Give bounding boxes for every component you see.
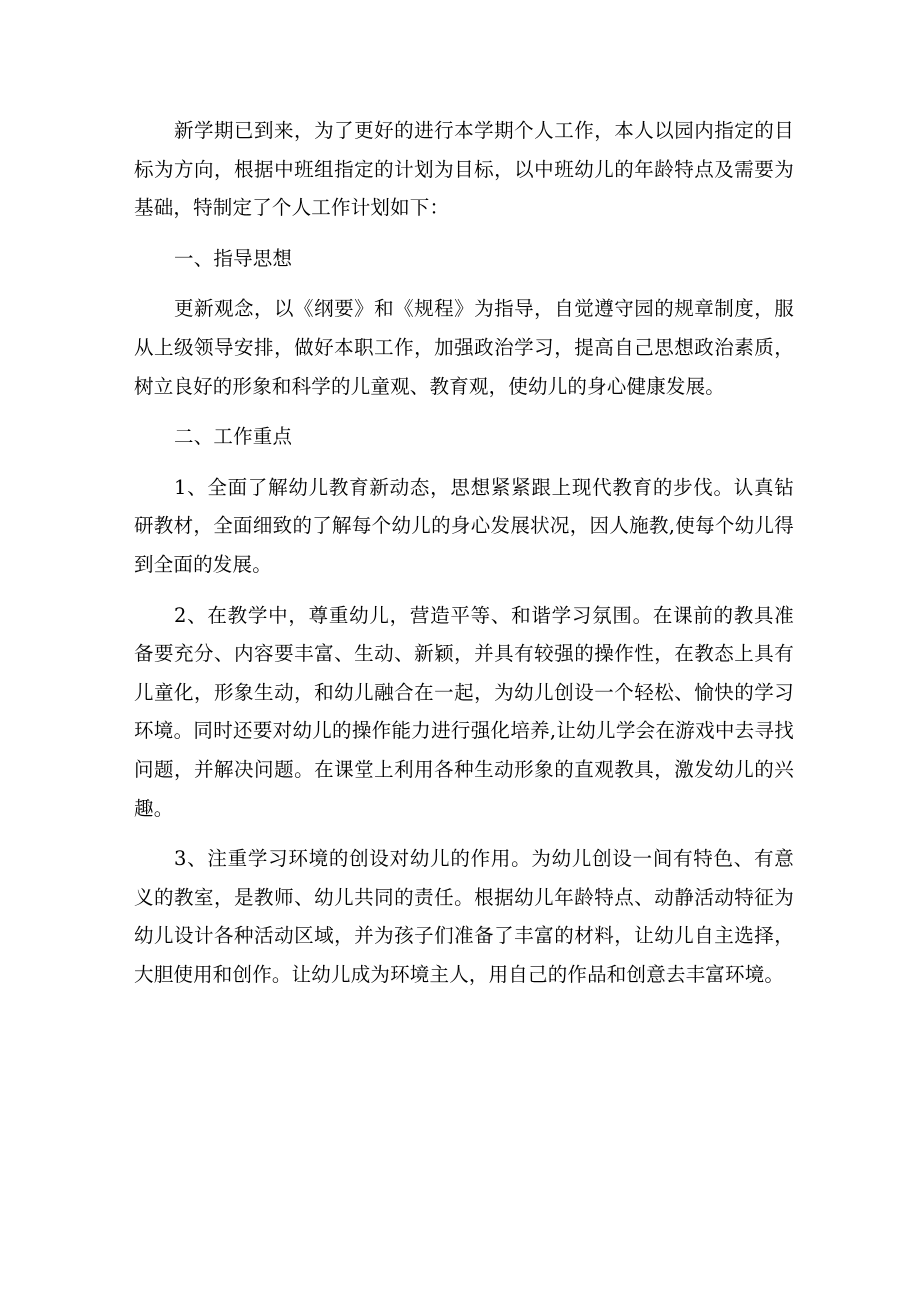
document-body [134,112,794,1006]
work-focus-item-3: 3、注重学习环境的创设对幼儿的作用。为幼儿创设一间有特色、有意义的教室，是教师、幼儿共同的责任。根据幼儿年龄特点、动静活动特征为幼儿设计各种活动区域，并为孩子们准备了丰富的材料，让幼儿自主选择，大胆使用和创作。让幼儿成为环境主人，用自己的作品和创意去丰富环境。 [134,847,794,986]
intro-paragraph: 新学期已到来，为了更好的进行本学期个人工作，本人以园内指定的目标为方向，根据中班组指定的计划为目标，以中班幼儿的年龄特点及需要为基础，特制定了个人工作计划如下： [134,119,794,220]
section-heading-work-focus: 二、工作重点 [174,425,293,449]
guiding-ideology-paragraph: 更新观念，以《纲要》和《规程》为指导，自觉遵守园的规章制度，服从上级领导安排，做好本职工作，加强政治学习，提高自己思想政治素质，树立良好的形象和科学的儿童观、教育观，使幼儿的身心健康发展。 [134,297,794,398]
work-focus-item-2: 2、在教学中，尊重幼儿，营造平等、和谐学习氛围。在课前的教具准备要充分、内容要丰富、生动、新颖，并具有较强的操作性，在教态上具有儿童化，形象生动，和幼儿融合在一起，为幼儿创设一个轻松、愉快的学习环境。同时还要对幼儿的操作能力进行强化培养,让幼儿学会在游戏中去寻找问题，并解决问题。在课堂上利用各种生动形象的直观教具，激发幼儿的兴趣。 [134,603,794,820]
section-heading-guiding-ideology: 一、指导思想 [174,246,293,270]
work-focus-item-1: 1、全面了解幼儿教育新动态，思想紧紧跟上现代教育的步伐。认真钻研教材，全面细致的了解每个幼儿的身心发展状况，因人施教,使每个幼儿得到全面的发展。 [134,475,794,576]
